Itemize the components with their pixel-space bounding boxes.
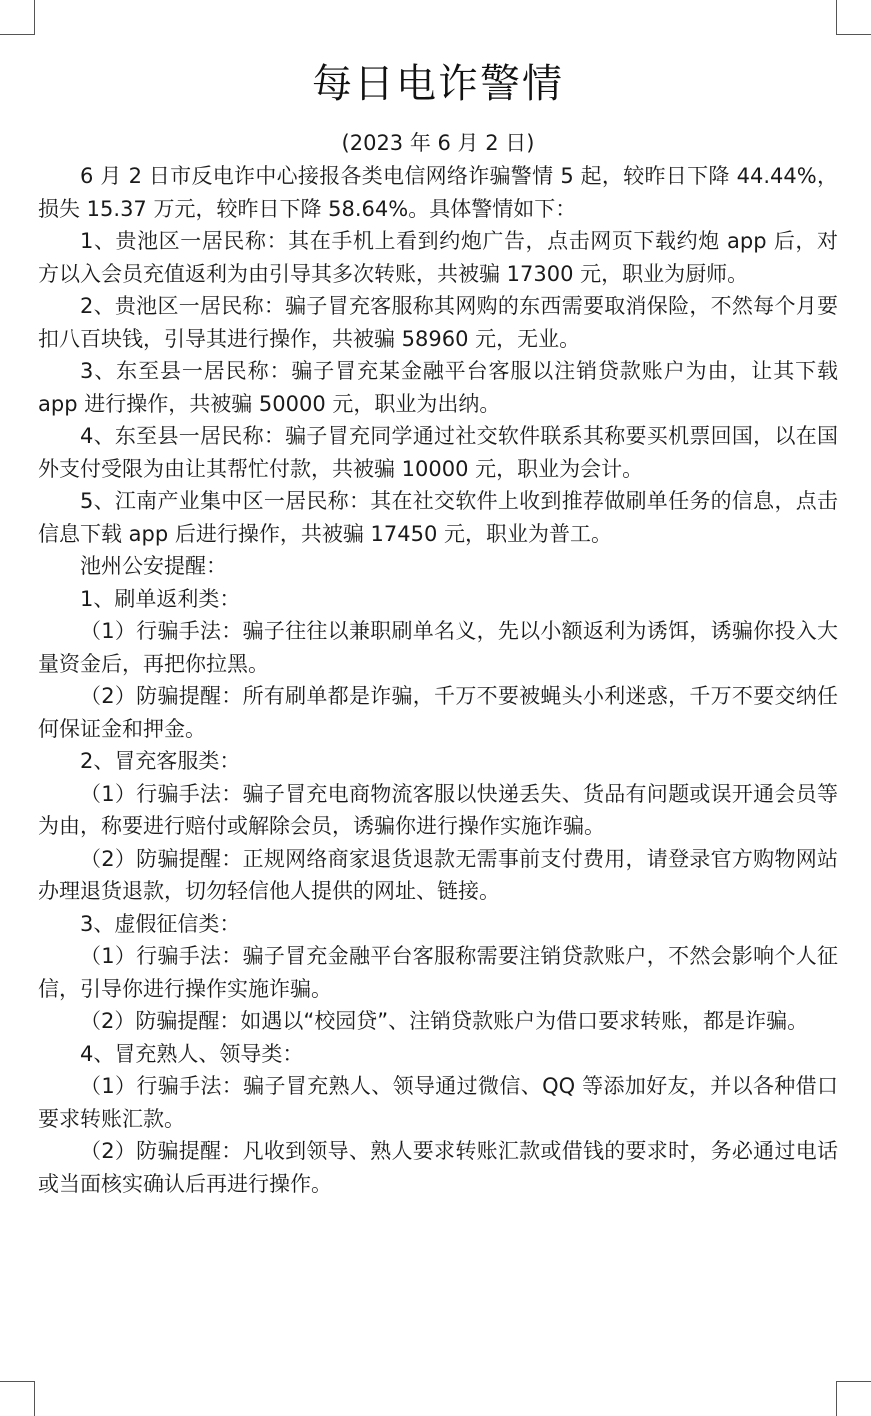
crop-mark-top-right bbox=[836, 0, 871, 35]
paragraph: （2）防骗提醒：所有刷单都是诈骗，千万不要被蝇头小利迷惑，千万不要交纳任何保证金和押金。 bbox=[38, 684, 838, 741]
paragraph: （1）行骗手法：骗子冒充熟人、领导通过微信、QQ 等添加好友，并以各种借口要求转账汇款。 bbox=[38, 1074, 838, 1131]
crop-mark-bottom-left bbox=[0, 1381, 35, 1416]
paragraph: 池州公安提醒： bbox=[80, 554, 227, 578]
paragraph: （1）行骗手法：骗子冒充金融平台客服称需要注销贷款账户，不然会影响个人征信，引导你进行操作实施诈骗。 bbox=[38, 944, 838, 1001]
paragraph: 5、江南产业集中区一居民称：其在社交软件上收到推荐做刷单任务的信息，点击信息下载 app 后进行操作，共被骗 17450 元，职业为普工。 bbox=[38, 489, 838, 546]
paragraph: 1、贵池区一居民称：其在手机上看到约炮广告，点击网页下载约炮 app 后，对方以入会员充值返利为由引导其多次转账，共被骗 17300 元，职业为厨师。 bbox=[38, 229, 838, 286]
paragraph: （1）行骗手法：骗子冒充电商物流客服以快递丢失、货品有问题或误开通会员等为由，称要进行赔付或解除会员，诱骗你进行操作实施诈骗。 bbox=[38, 781, 838, 838]
crop-mark-top-left bbox=[0, 0, 35, 35]
paragraph: 1、刷单返利类： bbox=[80, 586, 241, 611]
paragraph: 2、贵池区一居民称：骗子冒充客服称其网购的东西需要取消保险，不然每个月要扣八百块钱，引导其进行操作，共被骗 58960 元，无业。 bbox=[38, 294, 838, 351]
paragraph: 3、虚假征信类： bbox=[80, 911, 241, 936]
document-date: (2023 年 6 月 2 日) bbox=[341, 131, 535, 155]
document-page bbox=[38, 54, 838, 1200]
paragraph: （2）防骗提醒：凡收到领导、熟人要求转账汇款或借钱的要求时，务必通过电话或当面核实确认后再进行操作。 bbox=[38, 1139, 838, 1196]
paragraph: 4、冒充熟人、领导类： bbox=[80, 1041, 304, 1066]
document-body bbox=[38, 160, 838, 1200]
crop-mark-bottom-right bbox=[836, 1381, 871, 1416]
paragraph: （2）防骗提醒：如遇以“校园贷”、注销贷款账户为借口要求转账，都是诈骗。 bbox=[80, 1009, 809, 1033]
paragraph: 2、冒充客服类： bbox=[80, 749, 241, 773]
paragraph: （2）防骗提醒：正规网络商家退货退款无需事前支付费用，请登录官方购物网站办理退货退款，切勿轻信他人提供的网址、链接。 bbox=[38, 846, 838, 903]
document-title: 每日电诈警情 bbox=[312, 61, 564, 107]
paragraph: 4、东至县一居民称：骗子冒充同学通过社交软件联系其称要买机票回国，以在国外支付受限为由让其帮忙付款，共被骗 10000 元，职业为会计。 bbox=[38, 424, 838, 481]
paragraph: 6 月 2 日市反电诈中心接报各类电信网络诈骗警情 5 起，较昨日下降 44.44%，损失 15.37 万元，较昨日下降 58.64%。具体警情如下： bbox=[38, 164, 838, 221]
paragraph: （1）行骗手法：骗子往往以兼职刷单名义，先以小额返利为诱饵，诱骗你投入大量资金后，再把你拉黑。 bbox=[38, 619, 838, 676]
paragraph: 3、东至县一居民称：骗子冒充某金融平台客服以注销贷款账户为由，让其下载 app 进行操作，共被骗 50000 元，职业为出纳。 bbox=[38, 359, 838, 416]
